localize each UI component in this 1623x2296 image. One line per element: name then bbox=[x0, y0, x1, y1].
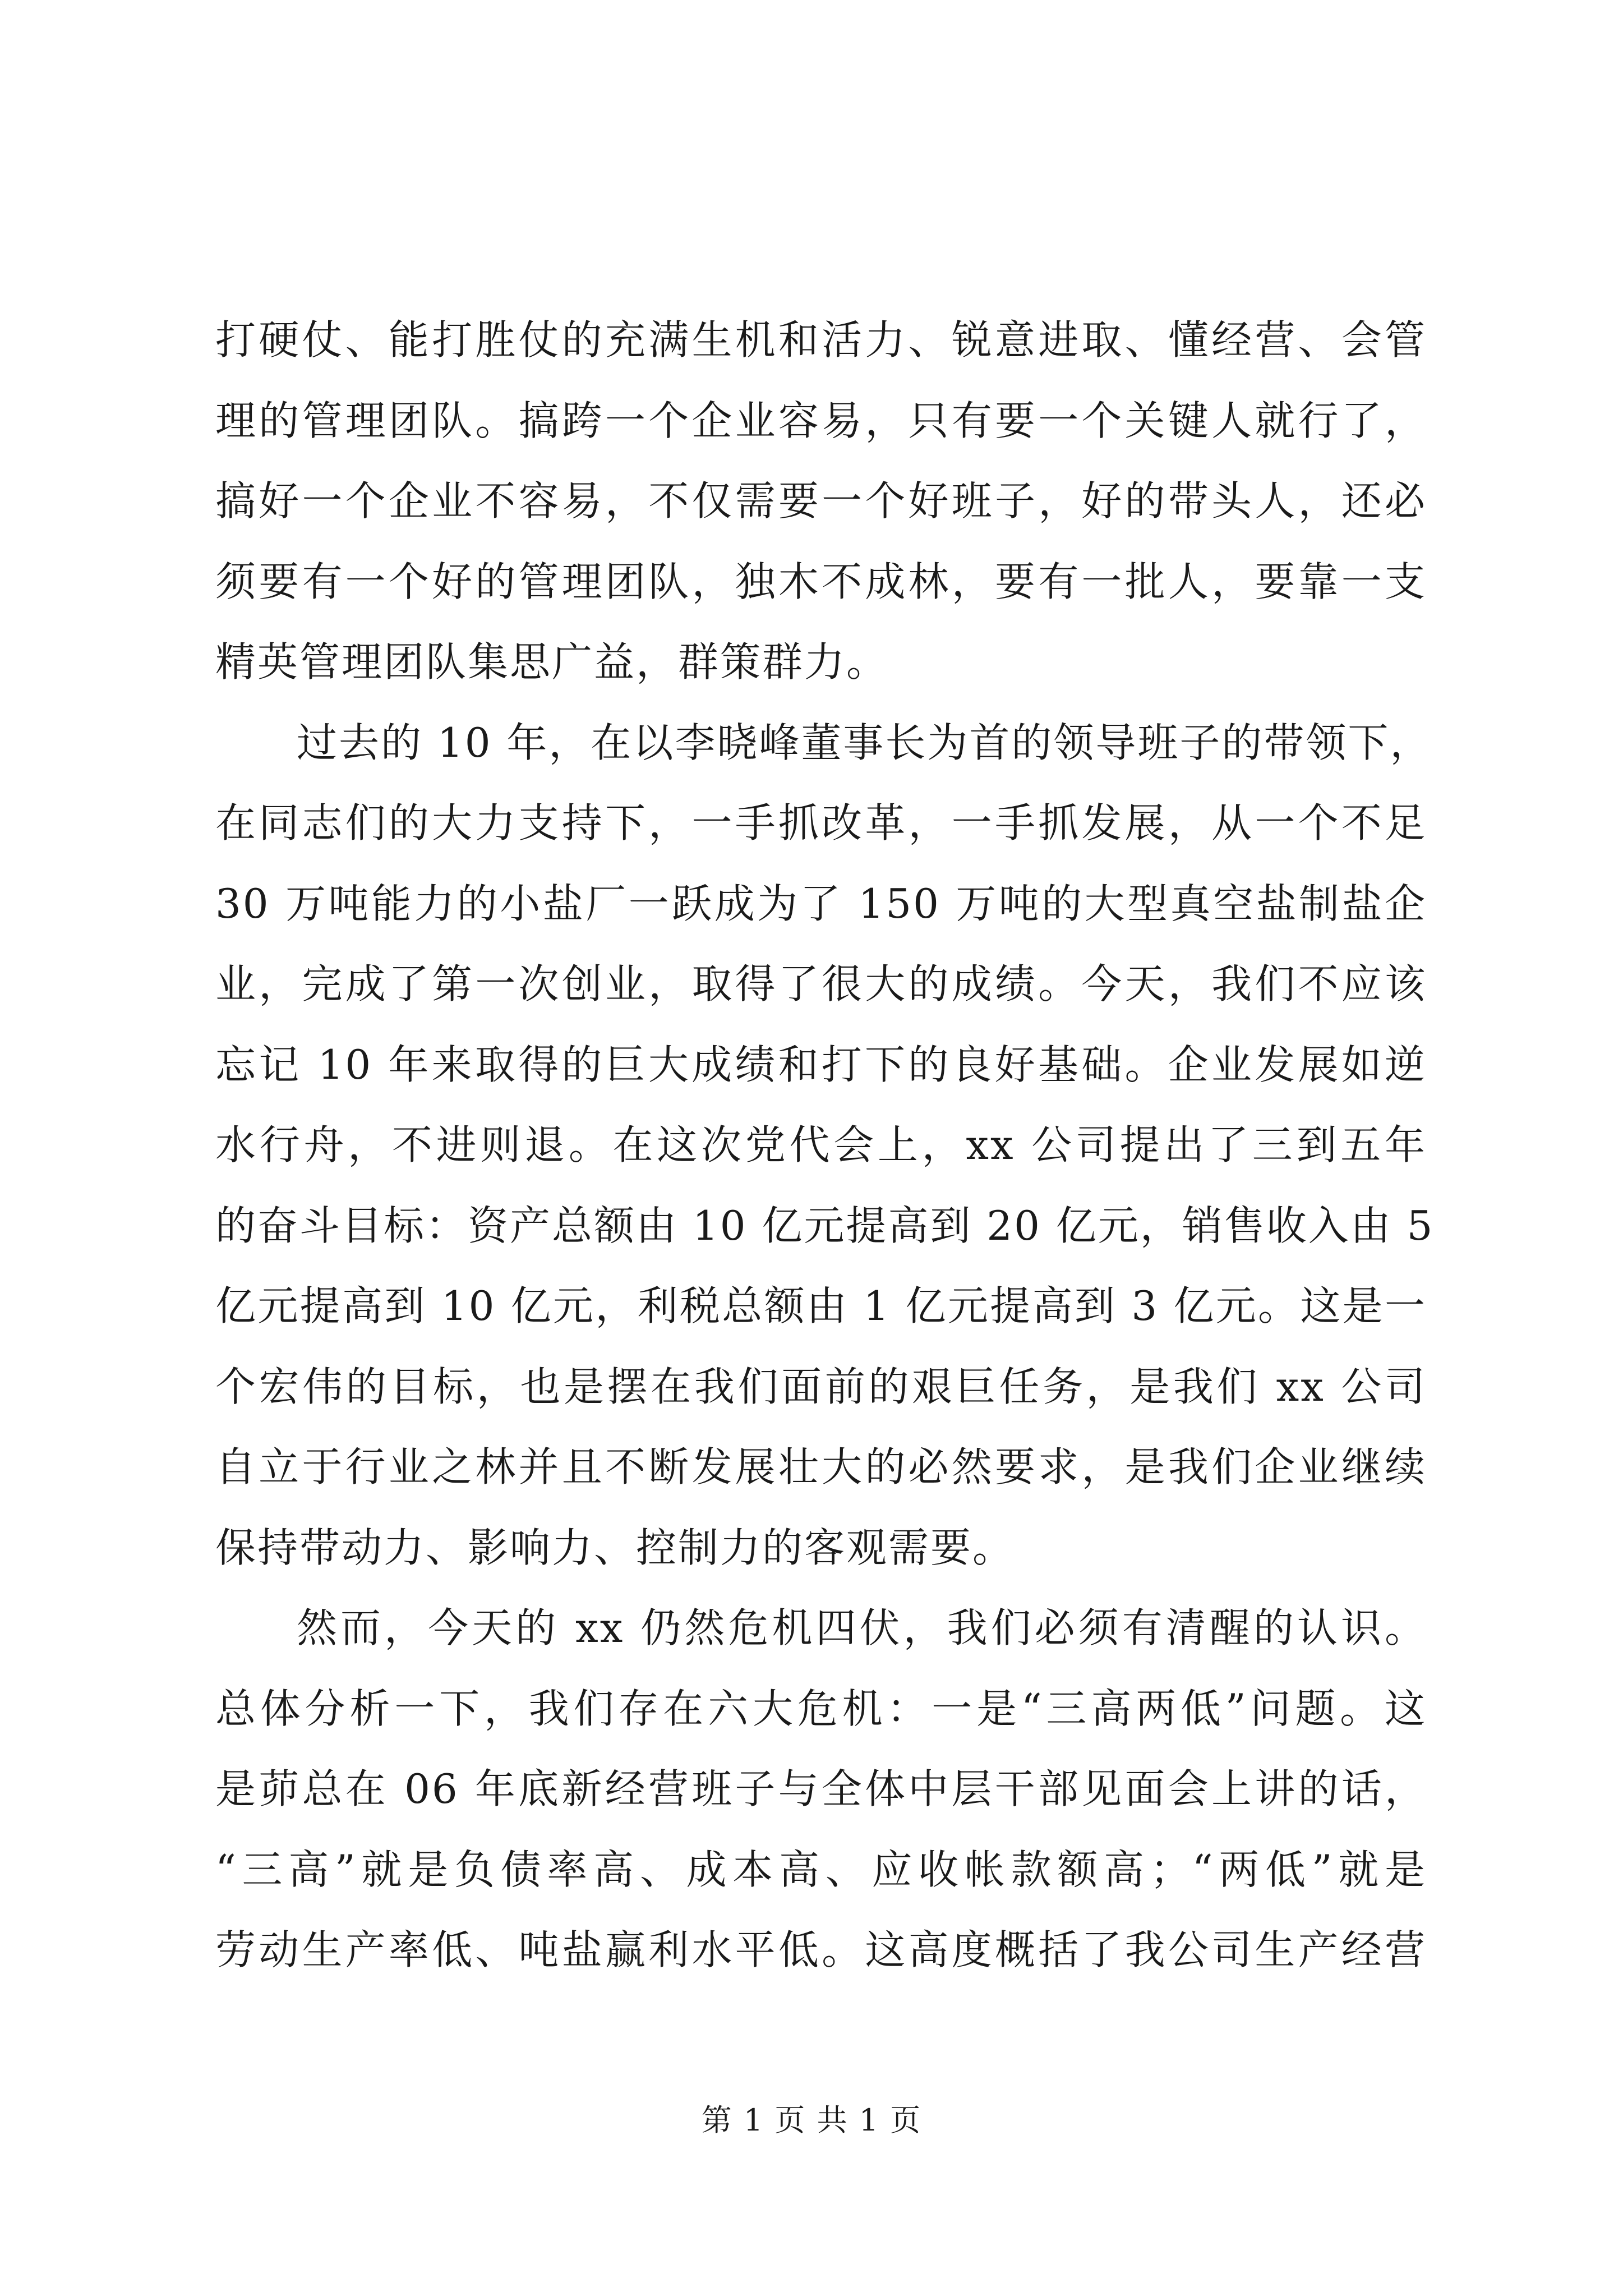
paragraph-2-line-4: 业，完成了第一次创业，取得了很大的成绩。今天，我们不应该 bbox=[215, 960, 1427, 1007]
page-number-footer: 第 1 页 共 1 页 bbox=[701, 2102, 922, 2138]
paragraph-2-line-5: 忘记 10 年来取得的巨大成绩和打下的良好基础。企业发展如逆 bbox=[215, 1041, 1427, 1088]
paragraph-3-line-4: “三高”就是负债率高、成本高、应收帐款额高；“两低”就是 bbox=[215, 1846, 1427, 1893]
paragraph-3-line-1: 然而，今天的 xx 仍然危机四伏，我们必须有清醒的认识。 bbox=[297, 1604, 1427, 1651]
paragraph-1-line-4: 须要有一个好的管理团队，独木不成林，要有一批人，要靠一支 bbox=[215, 558, 1427, 605]
paragraph-2-line-3: 30 万吨能力的小盐厂一跃成为了 150 万吨的大型真空盐制盐企 bbox=[215, 880, 1427, 927]
paragraph-2-line-6: 水行舟，不进则退。在这次党代会上，xx 公司提出了三到五年 bbox=[215, 1121, 1427, 1168]
paragraph-1-line-3: 搞好一个企业不容易，不仅需要一个好班子，好的带头人，还必 bbox=[215, 477, 1427, 524]
paragraph-3-line-2: 总体分析一下，我们存在六大危机：一是“三高两低”问题。这 bbox=[215, 1685, 1427, 1732]
paragraph-2-line-9: 个宏伟的目标，也是摆在我们面前的艰巨任务，是我们 xx 公司 bbox=[215, 1363, 1427, 1410]
document-body bbox=[215, 300, 1435, 1991]
paragraph-2-line-11: 保持带动力、影响力、控制力的客观需要。 bbox=[215, 1524, 1015, 1571]
paragraph-2-line-10: 自立于行业之林并且不断发展壮大的必然要求，是我们企业继续 bbox=[215, 1443, 1427, 1490]
paragraph-1-line-5: 精英管理团队集思广益，群策群力。 bbox=[215, 638, 889, 685]
paragraph-2-line-8: 亿元提高到 10 亿元，利税总额由 1 亿元提高到 3 亿元。这是一 bbox=[215, 1282, 1427, 1329]
paragraph-2-line-7: 的奋斗目标：资产总额由 10 亿元提高到 20 亿元，销售收入由 5 bbox=[215, 1202, 1435, 1249]
paragraph-3-line-5: 劳动生产率低、吨盐赢利水平低。这高度概括了我公司生产经营 bbox=[215, 1926, 1427, 1973]
paragraph-3-line-3: 是茆总在 06 年底新经营班子与全体中层干部见面会上讲的话， bbox=[215, 1765, 1427, 1812]
paragraph-1-line-2: 理的管理团队。搞跨一个企业容易，只有要一个关键人就行了， bbox=[215, 397, 1427, 444]
paragraph-1-line-1: 打硬仗、能打胜仗的充满生机和活力、锐意进取、懂经营、会管 bbox=[215, 316, 1427, 364]
paragraph-2-line-2: 在同志们的大力支持下，一手抓改革，一手抓发展，从一个不足 bbox=[215, 799, 1427, 846]
paragraph-2-line-1: 过去的 10 年，在以李晓峰董事长为首的领导班子的带领下， bbox=[297, 719, 1432, 766]
